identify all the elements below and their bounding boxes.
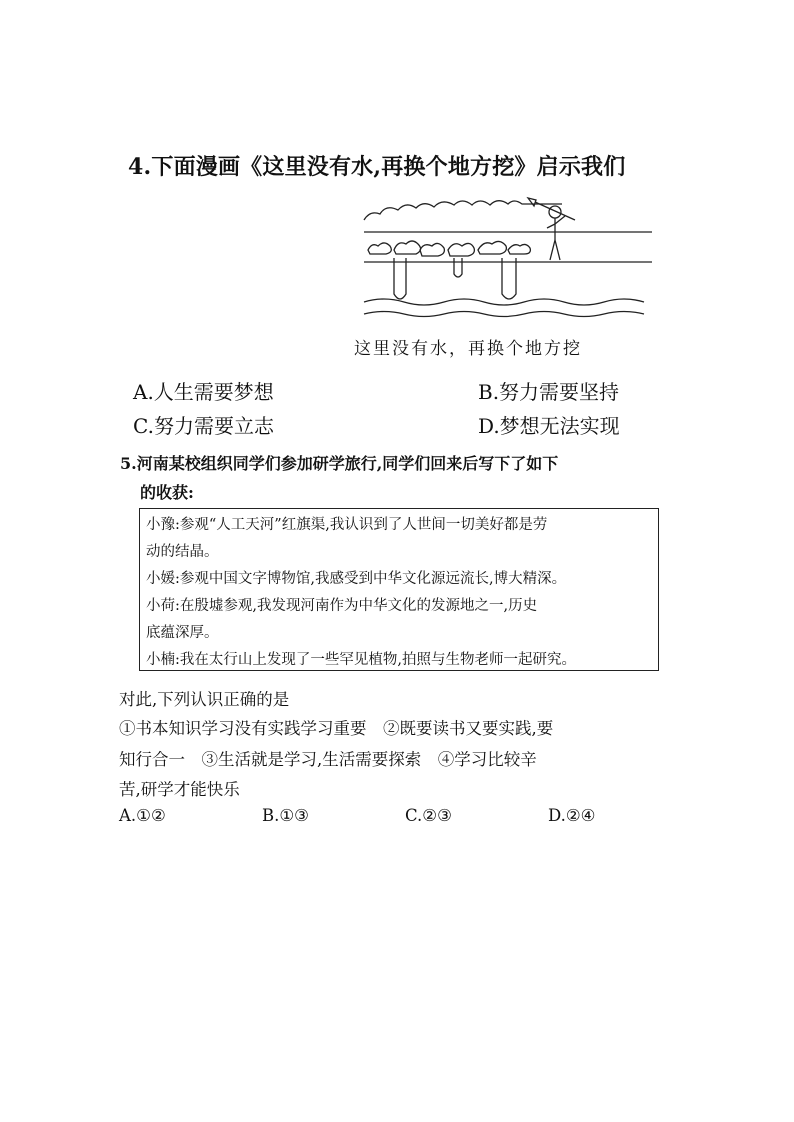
statement-line-2: 知行合一 ③生活就是学习,生活需要探索 ④学习比较辛	[119, 750, 537, 769]
q4-option-c[interactable]: C.努力需要立志	[133, 414, 274, 438]
statement-line-3: 苦,研学才能快乐	[119, 780, 240, 799]
q4-option-b[interactable]: B.努力需要坚持	[478, 380, 620, 404]
statement-line-1: ①书本知识学习没有实践学习重要 ②既要读书又要实践,要	[119, 719, 554, 738]
material-line-xiaonan: 小楠:我在太行山上发现了一些罕见植物,拍照与生物老师一起研究。	[146, 652, 576, 668]
cartoon-caption: 这里没有水，再换个地方挖	[354, 339, 582, 359]
material-line-xiaoyuan: 小媛:参观中国文字博物馆,我感受到中华文化源远流长,博大精深。	[146, 571, 567, 587]
cartoon-digging-illustration	[360, 192, 660, 322]
material-line-xiaoyu-2: 动的结晶。	[146, 544, 219, 560]
question-5-stem-line1: 5.河南某校组织同学们参加研学旅行,同学们回来后写下了如下	[120, 454, 559, 473]
q4-option-d[interactable]: D.梦想无法实现	[478, 414, 620, 438]
q4-option-a[interactable]: A.人生需要梦想	[133, 380, 274, 404]
material-line-xiaohe-2: 底蕴深厚。	[146, 625, 219, 641]
material-line-xiaohe-1: 小荷:在殷墟参观,我发现河南作为中华文化的发源地之一,历史	[146, 598, 538, 614]
q5-answer-c[interactable]: C.②③	[405, 806, 452, 825]
question-5-prompt: 对此,下列认识正确的是	[119, 690, 290, 709]
material-line-xiaoyu-1: 小豫:参观“人工天河”红旗渠,我认识到了人世间一切美好都是劳	[146, 517, 548, 533]
question-5-stem-line2: 的收获:	[140, 483, 194, 502]
q5-answer-d[interactable]: D.②④	[548, 806, 596, 825]
q5-answer-b[interactable]: B.①③	[262, 806, 309, 825]
q5-answer-a[interactable]: A.①②	[119, 806, 166, 825]
question-4-stem: 4.下面漫画《这里没有水,再换个地方挖》启示我们	[128, 154, 626, 180]
